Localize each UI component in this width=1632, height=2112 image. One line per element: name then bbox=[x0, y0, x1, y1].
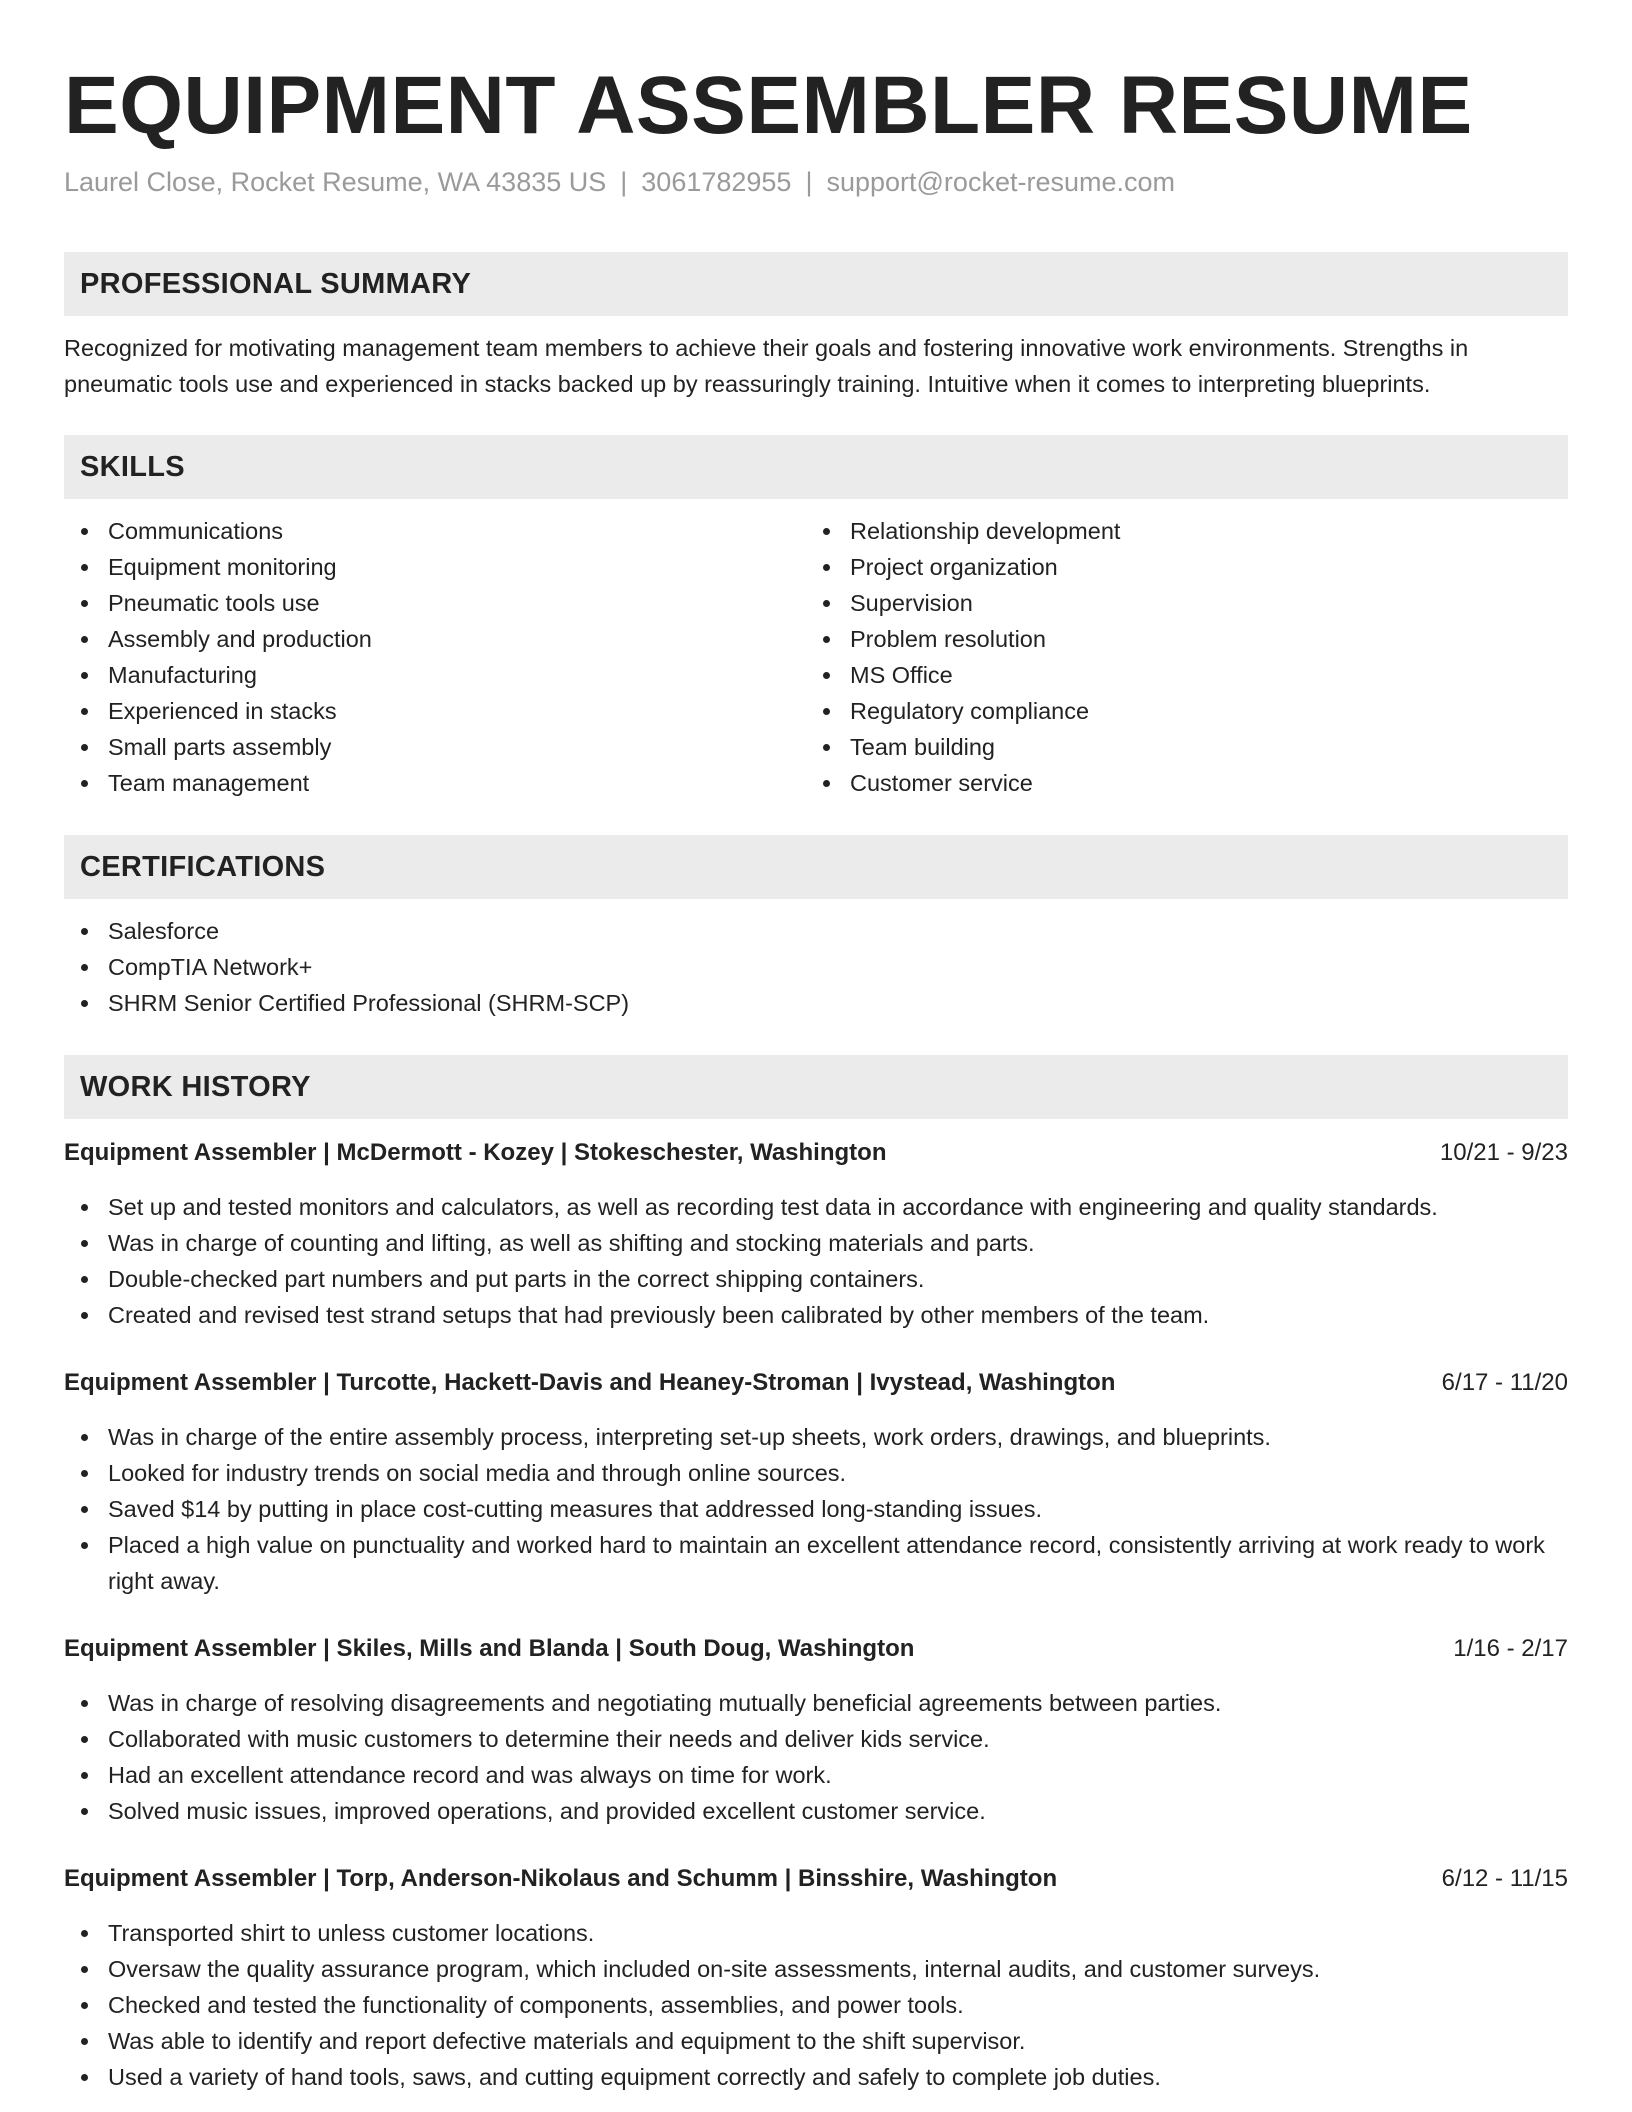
list-item: Relationship development bbox=[806, 513, 1548, 549]
list-item: Manufacturing bbox=[64, 657, 806, 693]
job-header bbox=[64, 1135, 1568, 1171]
list-item: Customer service bbox=[806, 765, 1548, 801]
list-item: Small parts assembly bbox=[64, 729, 806, 765]
certifications-section bbox=[64, 835, 1568, 1021]
contact-line bbox=[64, 164, 1568, 200]
job-dates: 10/21 - 9/23 bbox=[1439, 1139, 1568, 1166]
list-item: Regulatory compliance bbox=[806, 693, 1548, 729]
job-duties-list bbox=[64, 1685, 1568, 1829]
list-item: Problem resolution bbox=[806, 621, 1548, 657]
job-dates: 6/12 - 11/15 bbox=[1441, 1865, 1568, 1892]
list-item: Pneumatic tools use bbox=[64, 585, 806, 621]
list-item: SHRM Senior Certified Professional (SHRM-SCP) bbox=[64, 985, 1568, 1021]
resume-page bbox=[64, 0, 1568, 2095]
list-item: Created and revised test strand setups that had previously been calibrated by other members of the team. bbox=[64, 1297, 1568, 1333]
job-header bbox=[64, 1861, 1568, 1897]
skills-grid bbox=[64, 513, 1568, 801]
jobs-list bbox=[64, 1135, 1568, 2095]
summary-section bbox=[64, 252, 1568, 402]
list-item: Double-checked part numbers and put parts in the correct shipping containers. bbox=[64, 1261, 1568, 1297]
list-item: Oversaw the quality assurance program, which included on-site assessments, internal audits, and customer surveys. bbox=[64, 1951, 1568, 1987]
list-item: Was in charge of the entire assembly process, interpreting set-up sheets, work orders, drawings, and blueprints. bbox=[64, 1419, 1568, 1455]
job-header bbox=[64, 1365, 1568, 1401]
job-entry bbox=[64, 1365, 1568, 1599]
contact-phone: 3061782955 bbox=[641, 167, 792, 197]
job-entry bbox=[64, 1631, 1568, 1829]
list-item: Communications bbox=[64, 513, 806, 549]
job-header bbox=[64, 1631, 1568, 1667]
job-entry bbox=[64, 1135, 1568, 1333]
skills-section bbox=[64, 435, 1568, 801]
list-item: Solved music issues, improved operations, and provided excellent customer service. bbox=[64, 1793, 1568, 1829]
job-duties-list bbox=[64, 1915, 1568, 2095]
job-dates: 1/16 - 2/17 bbox=[1453, 1635, 1568, 1662]
contact-address: Laurel Close, Rocket Resume, WA 43835 US bbox=[64, 167, 607, 197]
contact-separator: | bbox=[805, 167, 813, 197]
job-duties-list bbox=[64, 1419, 1568, 1599]
list-item: Team building bbox=[806, 729, 1548, 765]
list-item: Placed a high value on punctuality and worked hard to maintain an excellent attendance record, consistently arriving at work ready to work right away. bbox=[64, 1527, 1568, 1599]
list-item: Was in charge of counting and lifting, as well as shifting and stocking materials and parts. bbox=[64, 1225, 1568, 1261]
list-item: MS Office bbox=[806, 657, 1548, 693]
summary-heading: PROFESSIONAL SUMMARY bbox=[64, 252, 1568, 316]
work-history-section bbox=[64, 1055, 1568, 2095]
skills-list-right bbox=[806, 513, 1548, 801]
list-item: Transported shirt to unless customer locations. bbox=[64, 1915, 1568, 1951]
list-item: Used a variety of hand tools, saws, and cutting equipment correctly and safely to complete job duties. bbox=[64, 2059, 1568, 2095]
list-item: Project organization bbox=[806, 549, 1548, 585]
job-entry bbox=[64, 1861, 1568, 2095]
list-item: Looked for industry trends on social media and through online sources. bbox=[64, 1455, 1568, 1491]
list-item: CompTIA Network+ bbox=[64, 949, 1568, 985]
certifications-heading: CERTIFICATIONS bbox=[64, 835, 1568, 899]
list-item: Set up and tested monitors and calculators, as well as recording test data in accordance with engineering and quality standards. bbox=[64, 1189, 1568, 1225]
certifications-list bbox=[64, 913, 1568, 1021]
list-item: Saved $14 by putting in place cost-cutting measures that addressed long-standing issues. bbox=[64, 1491, 1568, 1527]
job-duties-list bbox=[64, 1189, 1568, 1333]
job-title: Equipment Assembler | Skiles, Mills and Blanda | South Doug, Washington bbox=[64, 1635, 915, 1662]
resume-title: EQUIPMENT ASSEMBLER RESUME bbox=[64, 60, 1473, 151]
job-dates: 6/17 - 11/20 bbox=[1441, 1369, 1568, 1396]
summary-text: Recognized for motivating management team members to achieve their goals and fostering innovative work environments. Strengths in pneumatic tools use and experienced in stacks backed up by reassuringly training. Intuitive when it comes to interpreting blueprints. bbox=[64, 335, 1469, 397]
job-title: Equipment Assembler | McDermott - Kozey | Stokeschester, Washington bbox=[64, 1139, 887, 1166]
list-item: Collaborated with music customers to determine their needs and deliver kids service. bbox=[64, 1721, 1568, 1757]
list-item: Salesforce bbox=[64, 913, 1568, 949]
list-item: Checked and tested the functionality of components, assemblies, and power tools. bbox=[64, 1987, 1568, 2023]
list-item: Equipment monitoring bbox=[64, 549, 806, 585]
list-item: Assembly and production bbox=[64, 621, 806, 657]
list-item: Experienced in stacks bbox=[64, 693, 806, 729]
skills-list-left bbox=[64, 513, 806, 801]
work-history-heading: WORK HISTORY bbox=[64, 1055, 1568, 1119]
job-title: Equipment Assembler | Torp, Anderson-Nikolaus and Schumm | Binsshire, Washington bbox=[64, 1865, 1058, 1892]
list-item: Supervision bbox=[806, 585, 1548, 621]
list-item: Team management bbox=[64, 765, 806, 801]
job-title: Equipment Assembler | Turcotte, Hackett-Davis and Heaney-Stroman | Ivystead, Washington bbox=[64, 1369, 1116, 1396]
list-item: Was in charge of resolving disagreements and negotiating mutually beneficial agreements between parties. bbox=[64, 1685, 1568, 1721]
list-item: Had an excellent attendance record and was always on time for work. bbox=[64, 1757, 1568, 1793]
skills-heading: SKILLS bbox=[64, 435, 1568, 499]
contact-email: support@rocket-resume.com bbox=[826, 167, 1175, 197]
list-item: Was able to identify and report defective materials and equipment to the shift supervisor. bbox=[64, 2023, 1568, 2059]
contact-separator: | bbox=[620, 167, 628, 197]
